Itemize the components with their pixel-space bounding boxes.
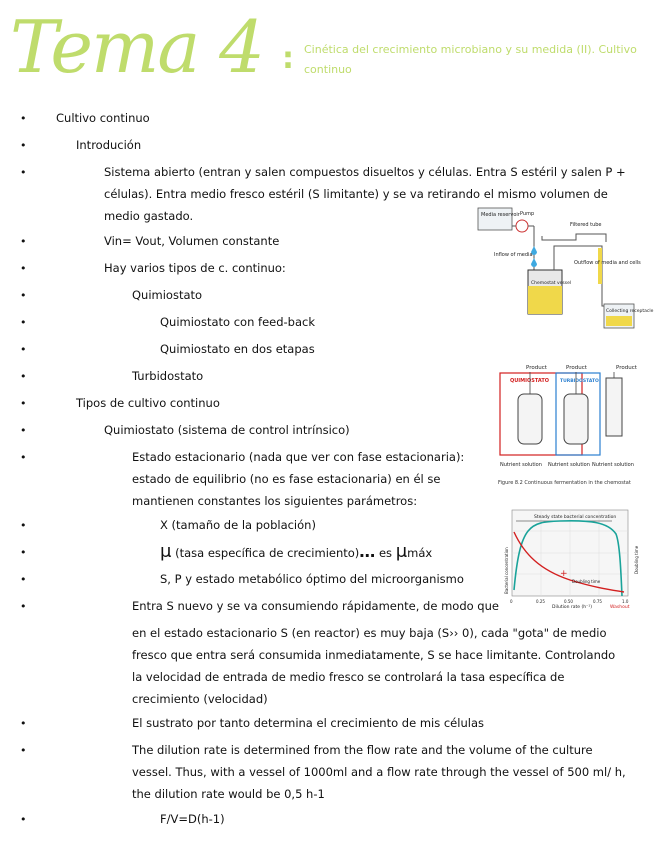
item-sistema-abierto: Sistema abierto (entran y salen compuestos disueltos y células. Entra S estéril y salen P + células). Entra medio fresco estéril (S limitante) y se va retirando el mismo volumen de medio gastado.: [104, 165, 626, 223]
mu-text: (tasa específica de crecimiento): [171, 546, 360, 560]
bullet-marker: •: [20, 166, 27, 179]
product-label: Product: [566, 365, 587, 371]
turbidostato-label: TURBIDOSTATO: [560, 379, 599, 384]
item-vin-vout: Vin= Vout, Volumen constante: [104, 234, 280, 248]
item-turbidostato: Turbidostato: [132, 369, 204, 383]
bullet-marker: •: [20, 600, 27, 613]
x-tick-label: 0.75: [593, 599, 602, 604]
x-tick-label: 0.25: [536, 599, 545, 604]
item-quimiostato-feedback: Quimiostato con feed-back: [160, 315, 315, 329]
collecting-label: Collecting receptacle: [606, 309, 654, 314]
mu-es: es: [375, 546, 396, 560]
media-reservoir-label: Media reservoir: [481, 212, 520, 218]
bullet-marker: •: [20, 139, 27, 152]
washout-label: Washout: [610, 605, 630, 610]
bullet-marker: •: [20, 289, 27, 302]
item-estado-estacionario: Estado estacionario (nada que ver con fase estacionaria): estado de equilibrio (no es fase estacionaria) en él se mantienen constantes los siguientes parámetros:: [132, 450, 465, 508]
mu-max-text: máx: [407, 546, 433, 560]
nutrient-label: Nutrient solution: [592, 462, 634, 468]
page-title: Tema 4: [10, 5, 263, 89]
bullet-marker: •: [20, 519, 27, 532]
mu-symbol: μ: [160, 541, 172, 562]
optimum-marker: +: [560, 569, 568, 579]
outflow-label: Outflow of media and cells: [574, 260, 641, 266]
bullet-marker: •: [20, 397, 27, 410]
y2-axis-label: Doubling time: [634, 545, 639, 574]
x-axis-label: Dilution rate (h⁻¹): [552, 605, 592, 610]
product-label: Product: [616, 365, 637, 371]
item-entra-s: Entra S nuevo y se va consumiendo rápidamente, de modo que: [132, 599, 499, 613]
item-introduccion: Introdución: [76, 138, 142, 152]
vessel-label: Chemostat vessel: [531, 281, 572, 286]
item-s-p-estado: S, P y estado metabólico óptimo del microorganismo: [160, 572, 464, 586]
chemostat-turbidostat-figure: [494, 360, 648, 498]
item-tipos-cultivo: Tipos de cultivo continuo: [76, 396, 220, 410]
item-tipos-continuo: Hay varios tipos de c. continuo:: [104, 261, 286, 275]
title-colon: :: [282, 41, 294, 76]
item-cultivo-continuo: Cultivo continuo: [56, 111, 150, 125]
bullet-marker: •: [20, 546, 27, 559]
product-column: [606, 378, 622, 436]
x-tick-label: 0: [510, 599, 513, 604]
bullet-marker: •: [20, 316, 27, 329]
filtered-tube-label: Filtered tube: [570, 222, 602, 228]
item-quimiostato-dos-etapas: Quimiostato en dos etapas: [160, 342, 315, 356]
product-label: Product: [526, 365, 547, 371]
fermenter-2: [564, 394, 588, 444]
chemostat-diagram: [476, 206, 654, 334]
item-quimiostato-control: Quimiostato (sistema de control intrínsico): [104, 423, 350, 437]
bullet-marker: •: [20, 573, 27, 586]
y-axis-label: Bacterial concentration: [504, 547, 509, 594]
item-quimiostato: Quimiostato: [132, 288, 203, 302]
x-tick-label: 0.50: [564, 599, 573, 604]
bullet-marker: •: [20, 451, 27, 464]
item-x-poblacion: X (tamaño de la población): [160, 518, 316, 532]
bullet-marker: •: [20, 744, 27, 757]
item-fv-formula: F/V=D(h-1): [160, 812, 225, 826]
item-entra-s-cont: en el estado estacionario S (en reactor) es muy baja (S›› 0), cada "gota" de medio fresco que entra será consumida inmediatamente, S se hace limitante. Controlando la velocidad de entrada de medio fresco se controlará la tasa específica de crecimiento (velocidad): [132, 626, 616, 706]
item-sustrato: El sustrato por tanto determina el crecimiento de mis células: [132, 716, 484, 730]
item-mu: [160, 541, 432, 564]
inflow-label: Inflow of media: [494, 252, 533, 258]
quimiostato-label: QUIMIOSTATO: [510, 378, 550, 384]
figure-caption: Figure 8.2 Continuous fermentation in the chemostat: [498, 480, 631, 486]
bullet-marker: •: [20, 112, 27, 125]
bullet-marker: •: [20, 262, 27, 275]
fermenter-1: [518, 394, 542, 444]
item-dilution-rate: The dilution rate is determined from the flow rate and the volume of the culture vessel. Thus, with a vessel of 1000ml and a flow rate through the vessel of 500 ml/ h, the dilution rate would be 0,5 h-1: [132, 743, 626, 801]
nutrient-label: Nutrient solution: [548, 462, 590, 468]
dilution-rate-chart: [500, 504, 646, 614]
bullet-marker: •: [20, 343, 27, 356]
x-tick-label: 1.0: [622, 599, 629, 604]
page-subtitle: Cinética del crecimiento microbiano y su medida (II). Cultivo continuo: [304, 43, 637, 76]
drop-icon: [531, 258, 537, 267]
steady-state-label: Steady state bacterial concentration: [534, 515, 617, 520]
pump-icon: [516, 220, 528, 232]
bullet-marker: •: [20, 813, 27, 826]
ellipsis: …: [359, 542, 376, 561]
doubling-time-label: Doubling time: [572, 579, 601, 584]
pump-label: Pump: [520, 211, 535, 217]
bullet-marker: •: [20, 235, 27, 248]
bullet-marker: •: [20, 370, 27, 383]
nutrient-label: Nutrient solution: [500, 462, 542, 468]
bullet-marker: •: [20, 717, 27, 730]
bullet-marker: •: [20, 424, 27, 437]
mu-max-symbol: μ: [395, 541, 408, 562]
vessel-culture: [528, 286, 562, 314]
